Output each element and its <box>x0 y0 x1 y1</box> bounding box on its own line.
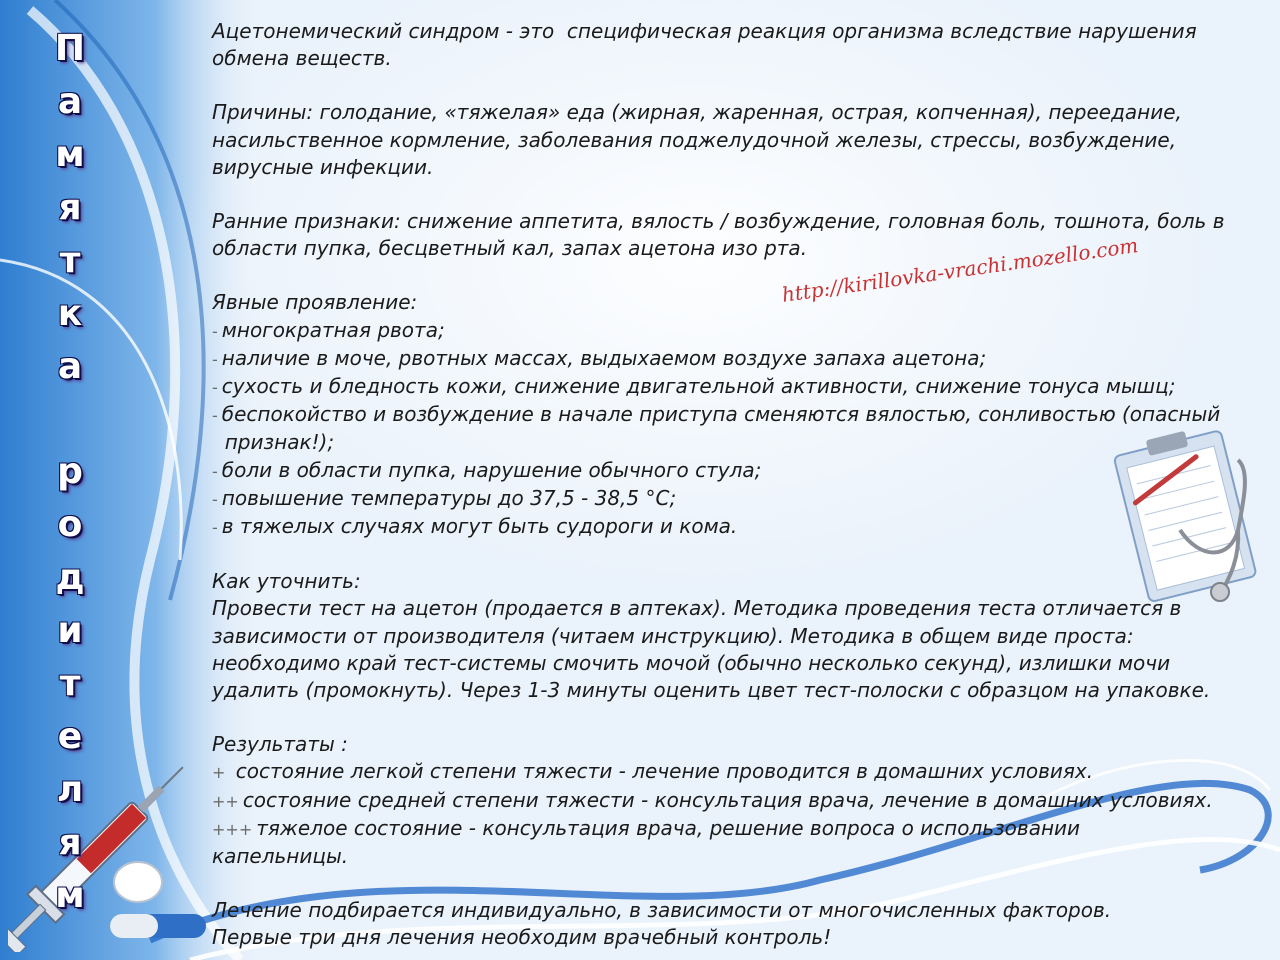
how-to-check-heading: Как уточнить: <box>212 569 361 594</box>
causes-line: насильственное кормление, заболевания поджелудочной железы, стрессы, возбуждение, <box>212 127 1177 152</box>
manifestation-text: сухость и бледность кожи, снижение двигательной активности, снижение тонуса мышц; <box>221 374 1176 399</box>
site-url-watermark: http://kirillovka-vrachi.mozello.com <box>780 233 1140 307</box>
intro-text <box>212 18 1278 72</box>
how-to-check-line: необходимо край тест-системы смочить мочой (обычно несколько секунд), излишки мочи <box>212 650 1171 675</box>
title-letter: я <box>58 822 82 863</box>
title-letter: м <box>55 875 85 916</box>
causes-text <box>212 99 1278 181</box>
title-letter: т <box>59 240 81 281</box>
title-letter: а <box>57 81 83 122</box>
how-to-check-text <box>212 595 1278 704</box>
manifestation-item <box>212 373 1278 401</box>
result-text: тяжелое состояние - консультация врача, решение вопроса о использовании капельницы. <box>212 815 1081 869</box>
title-letter: л <box>56 769 84 810</box>
bullet-dash: - <box>212 321 218 341</box>
manifestation-text: беспокойство и возбуждение в начале приступа сменяются вялостью, сонливостью (опасный признак!); <box>221 402 1221 455</box>
causes-line: Причины: голодание, «тяжелая» еда (жирная, жаренная, острая, копченная), переедание, <box>212 100 1182 125</box>
title-letter: д <box>55 557 85 598</box>
title-letter: м <box>55 134 85 175</box>
title-letter: П <box>54 28 86 69</box>
bullet-dash: - <box>212 349 218 369</box>
manifestation-text: в тяжелых случаях могут быть судороги и кома. <box>221 514 738 539</box>
bullet-dash: - <box>212 406 218 426</box>
manifestation-item <box>212 485 1278 513</box>
title-letter: т <box>59 663 81 704</box>
early-signs-text <box>212 208 1278 262</box>
syringe-pill-icon <box>8 752 208 952</box>
manifestation-text: многократная рвота; <box>221 317 445 342</box>
manifestation-item <box>212 345 1278 373</box>
manifestation-item <box>212 317 1278 345</box>
closing-text <box>212 897 1278 951</box>
result-marker: ++ <box>212 791 239 811</box>
result-text: состояние легкой степени тяжести - лечение проводится в домашних условиях. <box>229 759 1094 784</box>
title-letter: к <box>57 293 83 334</box>
intro-line: обмена веществ. <box>212 46 392 71</box>
how-to-check-line: удалить (промокнуть). Через 1-3 минуты оценить цвет тест-полоски с образцом на упаковке. <box>212 678 1211 703</box>
how-to-check-line: Провести тест на ацетон (продается в аптеках). Методика проведения теста отличается в <box>212 596 1182 621</box>
bullet-dash: - <box>212 378 218 398</box>
title-letter: р <box>57 451 83 492</box>
title-letter: и <box>57 610 83 651</box>
vertical-title <box>40 22 100 922</box>
manifestation-text: боли в области пупка, нарушение обычного стула; <box>221 457 762 482</box>
result-marker: +++ <box>212 819 253 839</box>
closing-line: Первые три дня лечения необходим врачебный контроль! <box>212 925 832 950</box>
title-letter: о <box>57 504 83 545</box>
early-signs-line: Ранние признаки: снижение аппетита, вялость / возбуждение, головная боль, тошнота, боль в <box>212 209 1225 234</box>
result-text: состояние средней степени тяжести - консультация врача, лечение в домашних условиях. <box>242 787 1213 812</box>
results-heading: Результаты : <box>212 732 348 757</box>
memo-content <box>212 18 1278 952</box>
title-letter: я <box>58 187 82 228</box>
result-item <box>212 787 1278 815</box>
result-item <box>212 758 1278 786</box>
bullet-dash: - <box>212 461 218 481</box>
title-letter: а <box>57 346 83 387</box>
manifestation-item <box>212 457 1278 485</box>
intro-line: Ацетонемический синдром - это специфическая реакция организма вследствие нарушения <box>212 19 1197 43</box>
early-signs-line: области пупка, бесцветный кал, запах ацетона изо рта. <box>212 236 808 261</box>
title-letter: е <box>57 716 83 757</box>
manifestation-text: наличие в моче, рвотных массах, выдыхаемом воздухе запаха ацетона; <box>221 345 987 370</box>
causes-line: вирусные инфекции. <box>212 154 434 179</box>
how-to-check-line: зависимости от производителя (читаем инструкцию). Методика в общем виде проста: <box>212 623 1134 648</box>
result-marker: + <box>212 763 226 783</box>
closing-line: Лечение подбирается индивидуально, в зависимости от многочисленных факторов. <box>212 898 1112 923</box>
manifestation-text: повышение температуры до 37,5 - 38,5 °С; <box>221 485 677 510</box>
bullet-dash: - <box>212 489 218 509</box>
result-item <box>212 815 1278 870</box>
bullet-dash: - <box>212 518 218 538</box>
manifestation-item <box>212 513 1278 541</box>
manifestations-heading: Явные проявление: <box>212 290 418 315</box>
manifestation-item <box>212 401 1278 456</box>
